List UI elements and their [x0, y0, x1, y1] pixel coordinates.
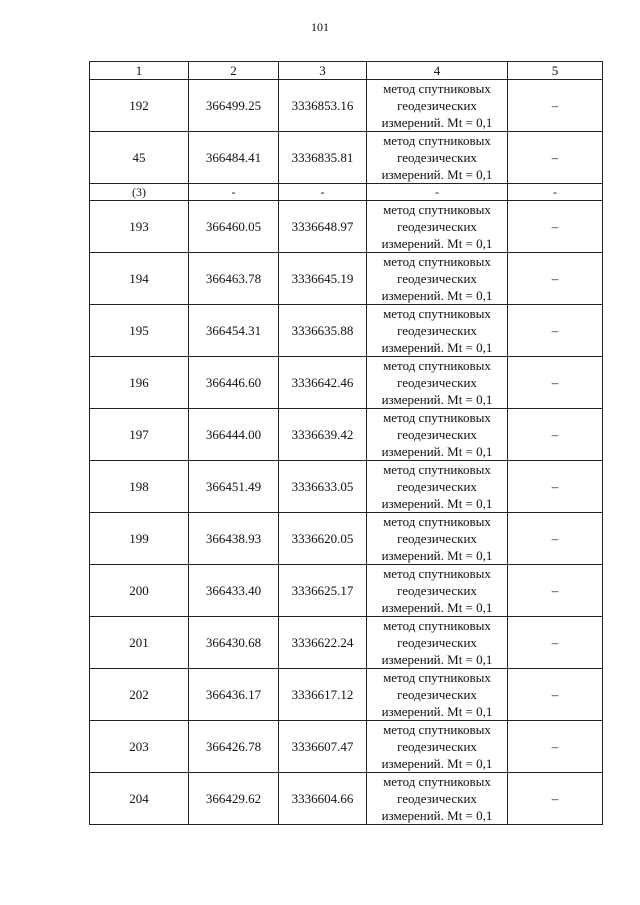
- y-coordinate-cell: 3336622.24: [279, 617, 367, 669]
- y-coordinate-cell: 3336625.17: [279, 565, 367, 617]
- note-cell: –: [508, 773, 603, 825]
- method-line: измерений. Mt = 0,1: [381, 756, 493, 771]
- method-cell: [367, 565, 508, 617]
- header-row: [90, 62, 603, 80]
- method-line: геодезических: [397, 687, 477, 702]
- x-coordinate-cell: 366444.00: [189, 409, 279, 461]
- point-number-cell: 196: [90, 357, 189, 409]
- point-number-cell: 200: [90, 565, 189, 617]
- point-number-cell: 45: [90, 132, 189, 184]
- header-cell-5: 5: [508, 62, 603, 80]
- method-line: геодезических: [397, 375, 477, 390]
- method-line: измерений. Mt = 0,1: [381, 496, 493, 511]
- method-line: метод спутниковых: [383, 566, 491, 581]
- method-cell: [367, 409, 508, 461]
- method-line: геодезических: [397, 583, 477, 598]
- table-row: [90, 721, 603, 773]
- page-number: 101: [311, 20, 329, 34]
- header-cell-3: 3: [279, 62, 367, 80]
- method-line: метод спутниковых: [383, 514, 491, 529]
- method-line: измерений. Mt = 0,1: [381, 704, 493, 719]
- x-coordinate-cell: 366463.78: [189, 253, 279, 305]
- x-coordinate-cell: 366454.31: [189, 305, 279, 357]
- x-coordinate-cell: 366499.25: [189, 80, 279, 132]
- method-cell: -: [367, 184, 508, 201]
- y-coordinate-cell: 3336620.05: [279, 513, 367, 565]
- y-coordinate-cell: 3336635.88: [279, 305, 367, 357]
- y-coordinate-cell: 3336607.47: [279, 721, 367, 773]
- note-cell: –: [508, 669, 603, 721]
- y-coordinate-cell: 3336853.16: [279, 80, 367, 132]
- x-coordinate-cell: 366429.62: [189, 773, 279, 825]
- method-cell: [367, 669, 508, 721]
- method-line: геодезических: [397, 271, 477, 286]
- method-cell: [367, 132, 508, 184]
- method-cell: [367, 305, 508, 357]
- x-coordinate-cell: 366460.05: [189, 201, 279, 253]
- x-coordinate-cell: 366484.41: [189, 132, 279, 184]
- method-line: метод спутниковых: [383, 462, 491, 477]
- header-cell-1: 1: [90, 62, 189, 80]
- note-cell: –: [508, 357, 603, 409]
- method-line: геодезических: [397, 323, 477, 338]
- x-coordinate-cell: -: [189, 184, 279, 201]
- x-coordinate-cell: 366436.17: [189, 669, 279, 721]
- note-cell: –: [508, 409, 603, 461]
- x-coordinate-cell: 366433.40: [189, 565, 279, 617]
- table-row: [90, 201, 603, 253]
- method-line: метод спутниковых: [383, 202, 491, 217]
- note-cell: –: [508, 132, 603, 184]
- note-cell: -: [508, 184, 603, 201]
- method-cell: [367, 461, 508, 513]
- method-cell: [367, 513, 508, 565]
- method-cell: [367, 201, 508, 253]
- point-number-cell: 192: [90, 80, 189, 132]
- table-row: [90, 409, 603, 461]
- x-coordinate-cell: 366430.68: [189, 617, 279, 669]
- x-coordinate-cell: 366451.49: [189, 461, 279, 513]
- method-line: метод спутниковых: [383, 358, 491, 373]
- method-line: измерений. Mt = 0,1: [381, 288, 493, 303]
- note-cell: –: [508, 461, 603, 513]
- point-number-cell: 195: [90, 305, 189, 357]
- note-cell: –: [508, 617, 603, 669]
- point-number-cell: 194: [90, 253, 189, 305]
- method-line: метод спутниковых: [383, 618, 491, 633]
- method-line: измерений. Mt = 0,1: [381, 392, 493, 407]
- method-line: геодезических: [397, 479, 477, 494]
- method-line: метод спутниковых: [383, 133, 491, 148]
- note-cell: –: [508, 201, 603, 253]
- method-line: метод спутниковых: [383, 774, 491, 789]
- table-row: [90, 253, 603, 305]
- table-row: [90, 184, 603, 201]
- table-row: [90, 305, 603, 357]
- note-cell: –: [508, 721, 603, 773]
- point-number-cell: 198: [90, 461, 189, 513]
- y-coordinate-cell: 3336639.42: [279, 409, 367, 461]
- header-cell-4: 4: [367, 62, 508, 80]
- y-coordinate-cell: 3336604.66: [279, 773, 367, 825]
- table-body: [90, 62, 603, 825]
- header-cell-2: 2: [189, 62, 279, 80]
- table-row: [90, 669, 603, 721]
- table-row: [90, 357, 603, 409]
- method-line: метод спутниковых: [383, 254, 491, 269]
- point-number-cell: 201: [90, 617, 189, 669]
- y-coordinate-cell: 3336648.97: [279, 201, 367, 253]
- method-line: измерений. Mt = 0,1: [381, 548, 493, 563]
- method-line: геодезических: [397, 98, 477, 113]
- table-row: [90, 773, 603, 825]
- point-number-cell: 204: [90, 773, 189, 825]
- method-line: геодезических: [397, 427, 477, 442]
- method-line: измерений. Mt = 0,1: [381, 652, 493, 667]
- method-line: метод спутниковых: [383, 722, 491, 737]
- note-cell: –: [508, 253, 603, 305]
- y-coordinate-cell: 3336633.05: [279, 461, 367, 513]
- y-coordinate-cell: 3336835.81: [279, 132, 367, 184]
- point-number-cell: (3): [90, 184, 189, 201]
- table-row: [90, 617, 603, 669]
- method-line: метод спутниковых: [383, 410, 491, 425]
- method-cell: [367, 773, 508, 825]
- y-coordinate-cell: 3336645.19: [279, 253, 367, 305]
- note-cell: –: [508, 80, 603, 132]
- method-line: измерений. Mt = 0,1: [381, 236, 493, 251]
- method-line: метод спутниковых: [383, 81, 491, 96]
- method-line: измерений. Mt = 0,1: [381, 115, 493, 130]
- method-line: геодезических: [397, 635, 477, 650]
- method-line: измерений. Mt = 0,1: [381, 600, 493, 615]
- method-line: геодезических: [397, 150, 477, 165]
- method-line: геодезических: [397, 739, 477, 754]
- method-line: метод спутниковых: [383, 670, 491, 685]
- coordinates-table: [89, 61, 603, 825]
- note-cell: –: [508, 305, 603, 357]
- method-line: измерений. Mt = 0,1: [381, 808, 493, 823]
- method-cell: [367, 80, 508, 132]
- note-cell: –: [508, 513, 603, 565]
- method-line: измерений. Mt = 0,1: [381, 167, 493, 182]
- method-line: геодезических: [397, 219, 477, 234]
- y-coordinate-cell: 3336642.46: [279, 357, 367, 409]
- method-line: измерений. Mt = 0,1: [381, 340, 493, 355]
- note-cell: –: [508, 565, 603, 617]
- method-cell: [367, 253, 508, 305]
- method-cell: [367, 617, 508, 669]
- x-coordinate-cell: 366426.78: [189, 721, 279, 773]
- method-cell: [367, 721, 508, 773]
- table-row: [90, 565, 603, 617]
- y-coordinate-cell: -: [279, 184, 367, 201]
- method-line: измерений. Mt = 0,1: [381, 444, 493, 459]
- x-coordinate-cell: 366446.60: [189, 357, 279, 409]
- y-coordinate-cell: 3336617.12: [279, 669, 367, 721]
- point-number-cell: 193: [90, 201, 189, 253]
- point-number-cell: 203: [90, 721, 189, 773]
- x-coordinate-cell: 366438.93: [189, 513, 279, 565]
- point-number-cell: 197: [90, 409, 189, 461]
- point-number-cell: 199: [90, 513, 189, 565]
- method-line: геодезических: [397, 791, 477, 806]
- method-cell: [367, 357, 508, 409]
- table-row: [90, 132, 603, 184]
- point-number-cell: 202: [90, 669, 189, 721]
- method-line: метод спутниковых: [383, 306, 491, 321]
- table-row: [90, 80, 603, 132]
- method-line: геодезических: [397, 531, 477, 546]
- table-row: [90, 461, 603, 513]
- table-row: [90, 513, 603, 565]
